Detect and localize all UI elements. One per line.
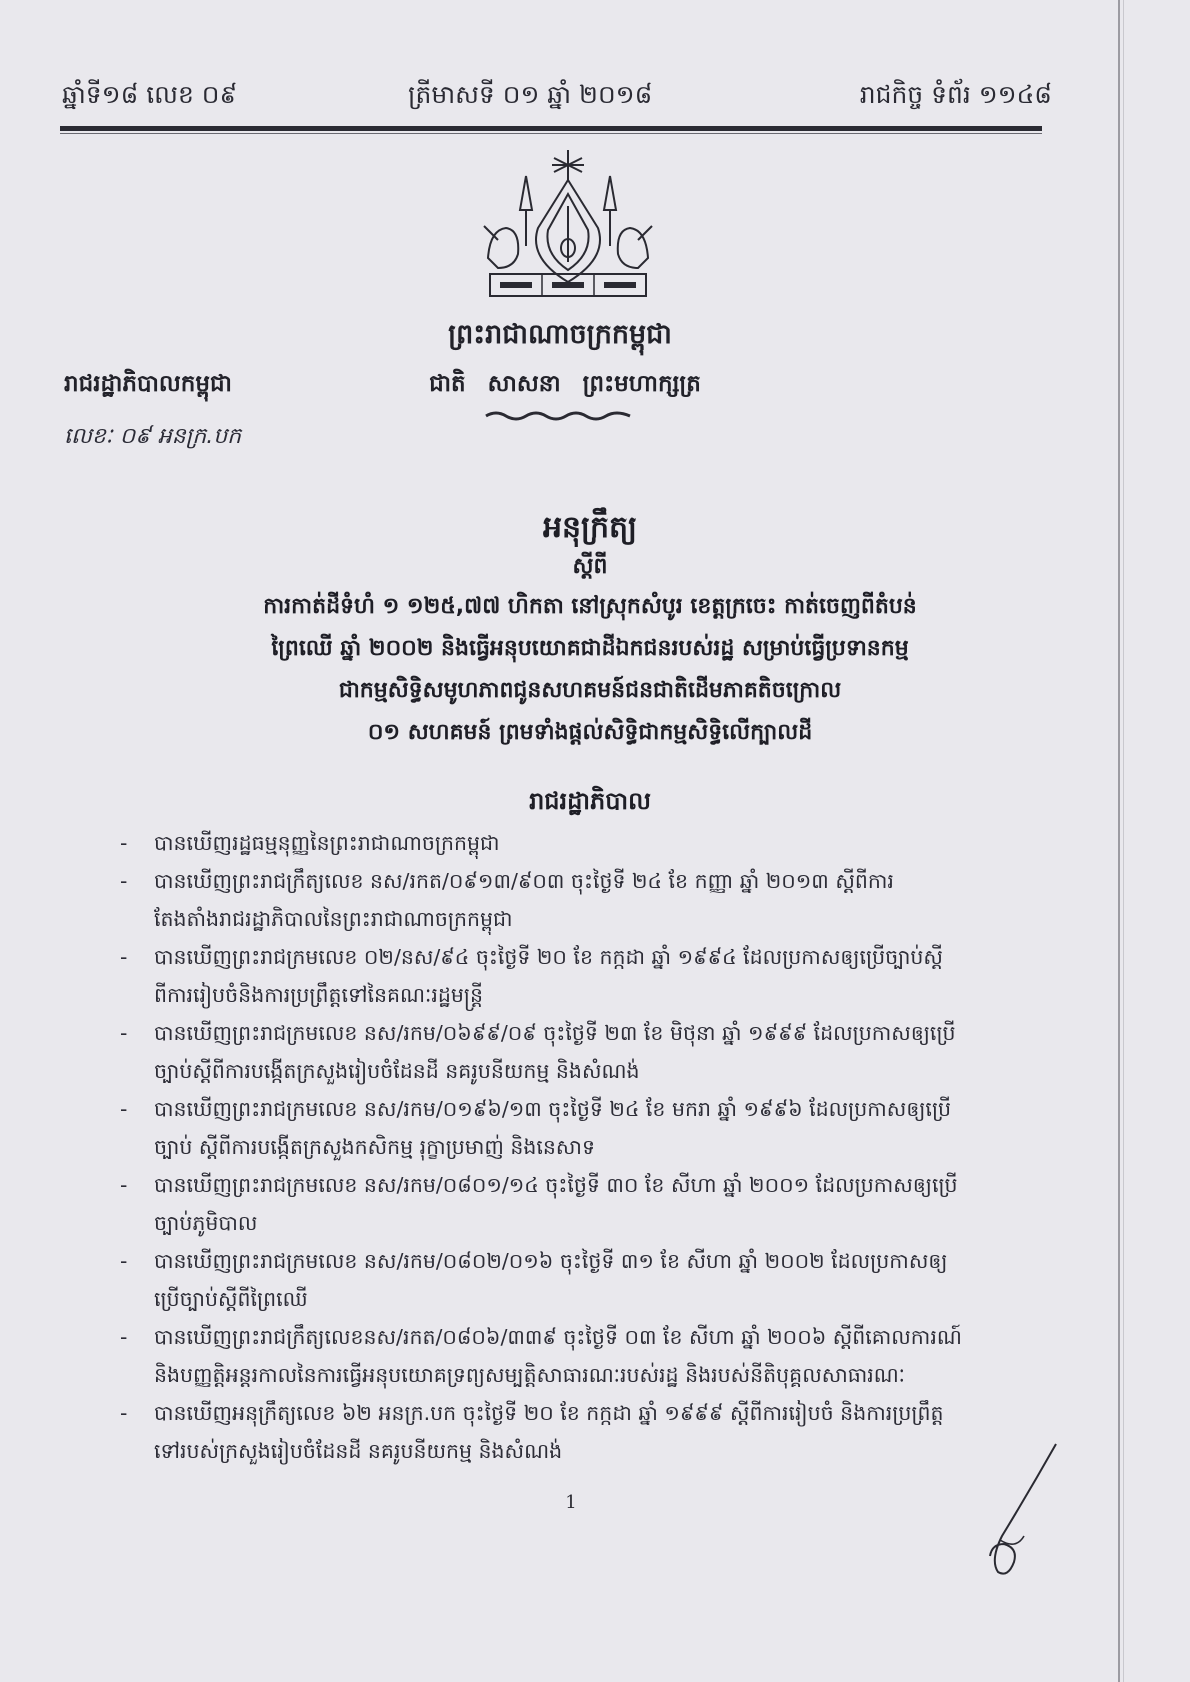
header-rule-thin: [60, 133, 1042, 134]
document-title: អនុក្រឹត្យ: [542, 510, 638, 545]
visa-item: [120, 1242, 1020, 1318]
visa-item: [120, 824, 1020, 862]
visa-text: បានឃើញព្រះរាជក្រមលេខ ០២/នស/៩៤ ចុះថ្ងៃទី ២០ ខែ កក្កដា ឆ្នាំ ១៩៩៤ ដែលប្រកាសឲ្យប្រើច្បាប់ស្តី: [154, 945, 943, 969]
visa-text: បានឃើញអនុក្រឹត្យលេខ ៦២ អនក្រ.បក ចុះថ្ងៃទី ២០ ខែ កក្កដា ឆ្នាំ ១៩៩៩ ស្តីពីការរៀបចំ និងការប្រព្រឹត្ត: [154, 1401, 944, 1425]
visa-dash: -: [120, 831, 128, 855]
visa-text: បានឃើញព្រះរាជក្រមលេខ នស/រកម/០៨០១/១៤ ចុះថ្ងៃទី ៣០ ខែ សីហា ឆ្នាំ ២០០១ ដែលប្រកាសឲ្យប្រើ: [154, 1173, 958, 1197]
visa-text-cont: និងបញ្ញត្តិអន្តរកាលនៃការធ្វើអនុបយោគទ្រព្យសម្បត្តិសាធារណៈរបស់រដ្ឋ និងរបស់នីតិបុគ្គលសាធារណៈ: [154, 1363, 906, 1387]
visa-text: បានឃើញព្រះរាជក្រឹត្យលេខនស/រកត/០៨០៦/៣៣៩ ចុះថ្ងៃទី ០៣ ខែ សីហា ឆ្នាំ ២០០៦ ស្តីពីគោលការណ៍: [154, 1325, 962, 1349]
header-year-issue: ឆ្នាំទី១៨ លេខ ០៩: [62, 80, 238, 109]
visa-list: [120, 824, 1020, 1470]
reference-number: លេខៈ ០៩ អនក្រ.បក: [64, 424, 242, 449]
visa-item: [120, 1166, 1020, 1242]
motto-ornament-icon: [484, 408, 634, 422]
visa-dash: -: [120, 1325, 128, 1349]
page-edge: [1118, 0, 1120, 1682]
section-heading: រាជរដ្ឋាភិបាល: [529, 787, 651, 815]
visa-item: [120, 1394, 1020, 1470]
visa-item: [120, 938, 1020, 1014]
visa-text-cont: ច្បាប់ ស្តីពីការបង្កើតក្រសួងកសិកម្ម រុក្ខាប្រមាញ់ និងនេសាទ: [154, 1135, 595, 1159]
visa-text: បានឃើញព្រះរាជក្រឹត្យលេខ នស/រកត/០៩១៣/៩០៣ ចុះថ្ងៃទី ២៤ ខែ កញ្ញា ឆ្នាំ ២០១៣ ស្តីពីការ: [154, 869, 894, 893]
header-page-ref: រាជកិច្ច ទំព័រ ១១៤៨: [859, 80, 1052, 109]
visa-text-cont: ទៅរបស់ក្រសួងរៀបចំដែនដី នគរូបនីយកម្ម និងសំណង់: [154, 1439, 563, 1463]
subject-line: ព្រៃឈើ ឆ្នាំ ២០០២ និងធ្វើអនុបយោគជាដីឯកជនរបស់រដ្ឋ សម្រាប់ធ្វើប្រទានកម្ម: [271, 636, 909, 661]
kingdom-name: ព្រះរាជាណាចក្រកម្ពុជា: [448, 319, 672, 350]
page-edge-shadow: [1123, 0, 1124, 1682]
visa-item: [120, 1318, 1020, 1394]
visa-text: បានឃើញព្រះរាជក្រមលេខ នស/រកម/០៨០២/០១៦ ចុះថ្ងៃទី ៣១ ខែ សីហា ឆ្នាំ ២០០២ ដែលប្រកាសឲ្យ: [154, 1249, 948, 1273]
subject-line: ០១ សហគមន៍ ព្រមទាំងផ្តល់សិទ្ធិជាកម្មសិទ្ធិលើក្បាលដី: [367, 720, 813, 745]
subject-line: ជាកម្មសិទ្ធិសមូហភាពជូនសហគមន៍ជនជាតិដើមភាគតិចក្រោល: [338, 678, 842, 703]
header-quarter: ត្រីមាសទី ០១ ឆ្នាំ ២០១៨: [408, 80, 653, 109]
visa-text: បានឃើញរដ្ឋធម្មនុញ្ញនៃព្រះរាជាណាចក្រកម្ពុជា: [154, 831, 500, 855]
visa-text-cont: ច្បាប់ភូមិបាល: [154, 1211, 258, 1235]
visa-dash: -: [120, 1097, 128, 1121]
page-number: 1: [565, 1492, 577, 1513]
visa-text-cont: ប្រើច្បាប់ស្តីពីព្រៃឈើ: [154, 1287, 308, 1311]
royal-coat-of-arms-icon: [468, 150, 668, 302]
issuing-authority: រាជរដ្ឋាភិបាលកម្ពុជា: [64, 371, 232, 397]
visa-text: បានឃើញព្រះរាជក្រមលេខ នស/រកម/០៦៩៩/០៩ ចុះថ្ងៃទី ២៣ ខែ មិថុនា ឆ្នាំ ១៩៩៩ ដែលប្រកាសឲ្យប្រើ: [154, 1021, 956, 1045]
visa-dash: -: [120, 1249, 128, 1273]
gazette-header: [62, 80, 1052, 120]
visa-text-cont: ពីការរៀបចំនិងការប្រព្រឹត្តទៅនៃគណៈរដ្ឋមន្ត្រី: [154, 983, 483, 1007]
document-title-about: ស្តីពី: [572, 554, 608, 579]
document-subject: [150, 586, 1030, 754]
visa-text: បានឃើញព្រះរាជក្រមលេខ នស/រកម/០១៩៦/១៣ ចុះថ្ងៃទី ២៤ ខែ មករា ឆ្នាំ ១៩៩៦ ដែលប្រកាសឲ្យប្រើ: [154, 1097, 952, 1121]
national-motto: ជាតិ សាសនា ព្រះមហាក្សត្រ: [429, 371, 701, 397]
visa-text-cont: តែងតាំងរាជរដ្ឋាភិបាលនៃព្រះរាជាណាចក្រកម្ពុជា: [154, 907, 513, 931]
visa-item: [120, 1014, 1020, 1090]
visa-item: [120, 1090, 1020, 1166]
visa-dash: -: [120, 869, 128, 893]
visa-item: [120, 862, 1020, 938]
visa-dash: -: [120, 1173, 128, 1197]
visa-dash: -: [120, 1401, 128, 1425]
handwritten-initial-signature: [980, 1440, 1060, 1580]
subject-line: ការកាត់ដីទំហំ ១ ១២៥,៧៧ ហិកតា នៅស្រុកសំបូរ ខេត្តក្រចេះ កាត់ចេញពីតំបន់: [263, 594, 917, 619]
visa-dash: -: [120, 1021, 128, 1045]
visa-dash: -: [120, 945, 128, 969]
header-rule: [60, 126, 1042, 131]
visa-text-cont: ច្បាប់ស្តីពីការបង្កើតក្រសួងរៀបចំដែនដី នគរូបនីយកម្ម និងសំណង់: [154, 1059, 640, 1083]
